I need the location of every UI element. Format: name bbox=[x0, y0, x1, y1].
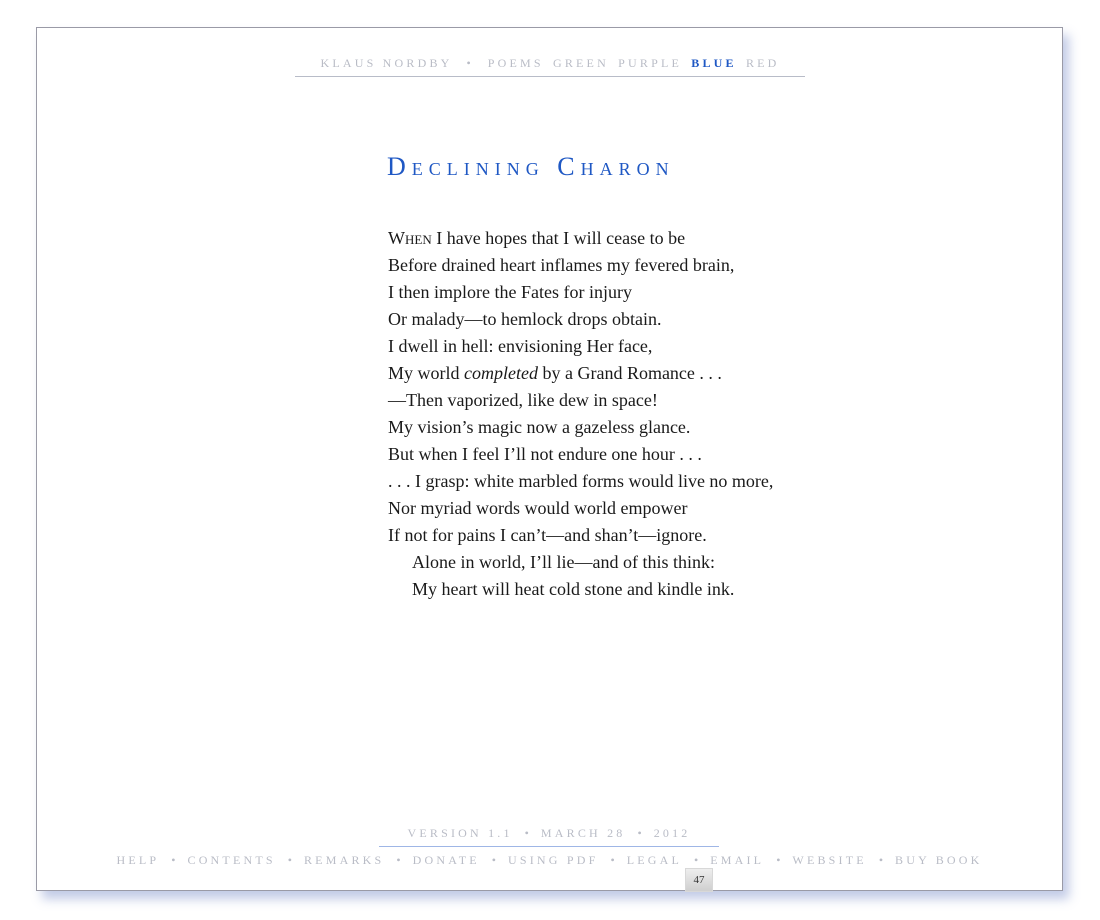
poem-line: I dwell in hell: envisioning Her face, bbox=[388, 336, 653, 356]
poem-line: My vision’s magic now a gazeless glance. bbox=[388, 417, 691, 437]
version-separator: • bbox=[524, 826, 529, 840]
footer-link-using-pdf[interactable]: USING PDF bbox=[508, 853, 599, 867]
poem-line-text: by a Grand Romance . . . bbox=[537, 363, 722, 383]
poem-line: . . . I grasp: white marbled forms would live no more, bbox=[388, 471, 774, 491]
header-series-green[interactable]: GREEN bbox=[552, 56, 609, 70]
footer-link-legal[interactable]: LEGAL bbox=[626, 853, 683, 867]
footer-link-remarks[interactable]: REMARKS bbox=[303, 853, 385, 867]
poem-line-text: I have hopes that I will cease to be bbox=[431, 228, 686, 248]
poem-body bbox=[388, 225, 858, 603]
version-label: VERSION 1.1 bbox=[407, 826, 513, 840]
poem-line: Before drained heart inflames my fevered brain, bbox=[388, 255, 735, 275]
footer-link-donate[interactable]: DONATE bbox=[412, 853, 480, 867]
footer-nav bbox=[37, 853, 1062, 868]
poem-line-indented: Alone in world, I’ll lie—and of this think: bbox=[412, 552, 715, 572]
header-series-blue[interactable]: BLUE bbox=[691, 56, 737, 70]
book-page bbox=[36, 27, 1063, 891]
poem-line-text: My world bbox=[388, 363, 464, 383]
footer-separator: • bbox=[694, 853, 699, 867]
header-series-red[interactable]: RED bbox=[745, 56, 780, 70]
page-number: 47 bbox=[685, 868, 713, 892]
footer-separator: • bbox=[396, 853, 401, 867]
poem-title: Declining Charon bbox=[387, 152, 675, 181]
poem-line-emphasis: completed bbox=[464, 363, 538, 383]
footer-link-help[interactable]: HELP bbox=[116, 853, 160, 867]
running-header bbox=[295, 56, 805, 77]
poem-line: But when I feel I’ll not endure one hour . . . bbox=[388, 444, 702, 464]
header-series-purple[interactable]: PURPLE bbox=[618, 56, 683, 70]
footer-separator: • bbox=[287, 853, 292, 867]
header-separator: • bbox=[466, 56, 471, 70]
footer-separator: • bbox=[491, 853, 496, 867]
poem-line-initial: When bbox=[388, 228, 432, 248]
footer-link-buy-book[interactable]: BUY BOOK bbox=[895, 853, 983, 867]
poem-line-indented: My heart will heat cold stone and kindle ink. bbox=[412, 579, 735, 599]
poem-line: Or malady—to hemlock drops obtain. bbox=[388, 309, 662, 329]
footer-separator: • bbox=[171, 853, 176, 867]
version-separator: • bbox=[637, 826, 642, 840]
footer-link-website[interactable]: WEBSITE bbox=[792, 853, 867, 867]
footer-separator: • bbox=[878, 853, 884, 867]
footer-link-contents[interactable]: CONTENTS bbox=[187, 853, 276, 867]
version-date: MARCH 28 bbox=[540, 826, 626, 840]
poem-line: If not for pains I can’t—and shan’t—ignore. bbox=[388, 525, 707, 545]
header-author: KLAUS NORDBY bbox=[320, 56, 453, 70]
footer-separator: • bbox=[610, 853, 615, 867]
poem-line bbox=[388, 225, 858, 252]
footer-separator: • bbox=[776, 853, 781, 867]
poem-line bbox=[388, 360, 858, 387]
version-line bbox=[379, 826, 719, 847]
poem-line: —Then vaporized, like dew in space! bbox=[388, 390, 658, 410]
poem-line: Nor myriad words would world empower bbox=[388, 498, 688, 518]
footer-link-email[interactable]: EMAIL bbox=[710, 853, 765, 867]
poem-line: I then implore the Fates for injury bbox=[388, 282, 632, 302]
version-year: 2012 bbox=[653, 826, 691, 840]
header-series-poems: POEMS bbox=[487, 56, 544, 70]
